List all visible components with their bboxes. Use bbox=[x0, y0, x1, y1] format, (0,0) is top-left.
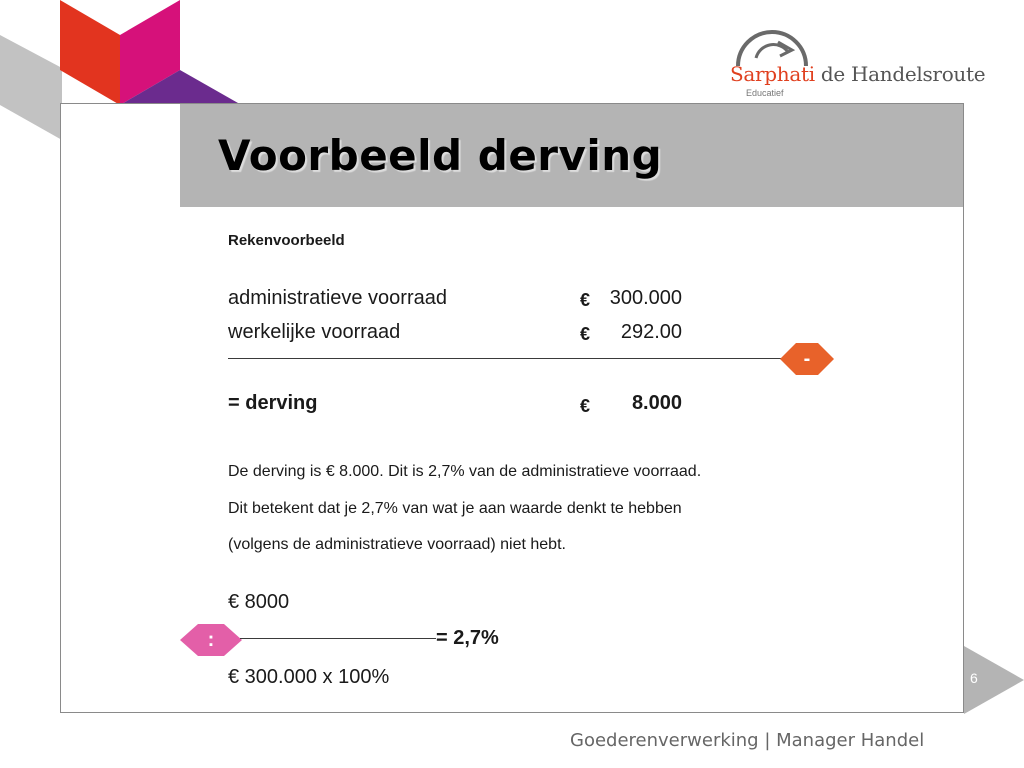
fraction-result: = 2,7% bbox=[436, 627, 499, 649]
result-currency: € bbox=[580, 396, 591, 416]
row-amount-administratieve: 300.000 bbox=[609, 287, 682, 309]
fraction-line bbox=[240, 638, 436, 639]
explanation-line-1: De derving is € 8.000. Dit is 2,7% van de administratieve voorraad. bbox=[228, 463, 702, 480]
page-number: 6 bbox=[970, 670, 978, 686]
row-currency-werkelijke: € bbox=[580, 324, 591, 344]
example-heading: Rekenvoorbeeld bbox=[228, 232, 345, 249]
row-label-administratieve: administratieve voorraad bbox=[228, 287, 447, 309]
logo-subtitle: Educatief bbox=[746, 88, 784, 98]
fraction-denominator: € 300.000 x 100% bbox=[228, 666, 390, 688]
divide-symbol: : bbox=[207, 629, 215, 651]
subtraction-line bbox=[228, 358, 786, 359]
divide-diamond-icon bbox=[180, 623, 242, 657]
fraction-numerator: € 8000 bbox=[228, 591, 290, 613]
minus-diamond-icon bbox=[780, 342, 834, 376]
explanation-line-2: Dit betekent dat je 2,7% van wat je aan waarde denkt te hebben bbox=[228, 500, 682, 517]
logo-brand-primary: Sarphati bbox=[730, 62, 815, 86]
result-label: = derving bbox=[228, 392, 318, 414]
row-amount-werkelijke: 292.00 bbox=[620, 321, 682, 343]
result-amount: 8.000 bbox=[631, 392, 682, 414]
row-currency-administratieve: € bbox=[580, 290, 591, 310]
explanation-line-3: (volgens de administratieve voorraad) niet hebt. bbox=[228, 536, 566, 553]
logo-brand-secondary: de Handelsroute bbox=[820, 62, 986, 86]
row-label-werkelijke: werkelijke voorraad bbox=[228, 321, 401, 343]
slide-title: Voorbeeld derving bbox=[218, 131, 663, 180]
slide-footer: Goederenverwerking | Manager Handel bbox=[570, 730, 925, 751]
minus-symbol: - bbox=[803, 348, 811, 370]
